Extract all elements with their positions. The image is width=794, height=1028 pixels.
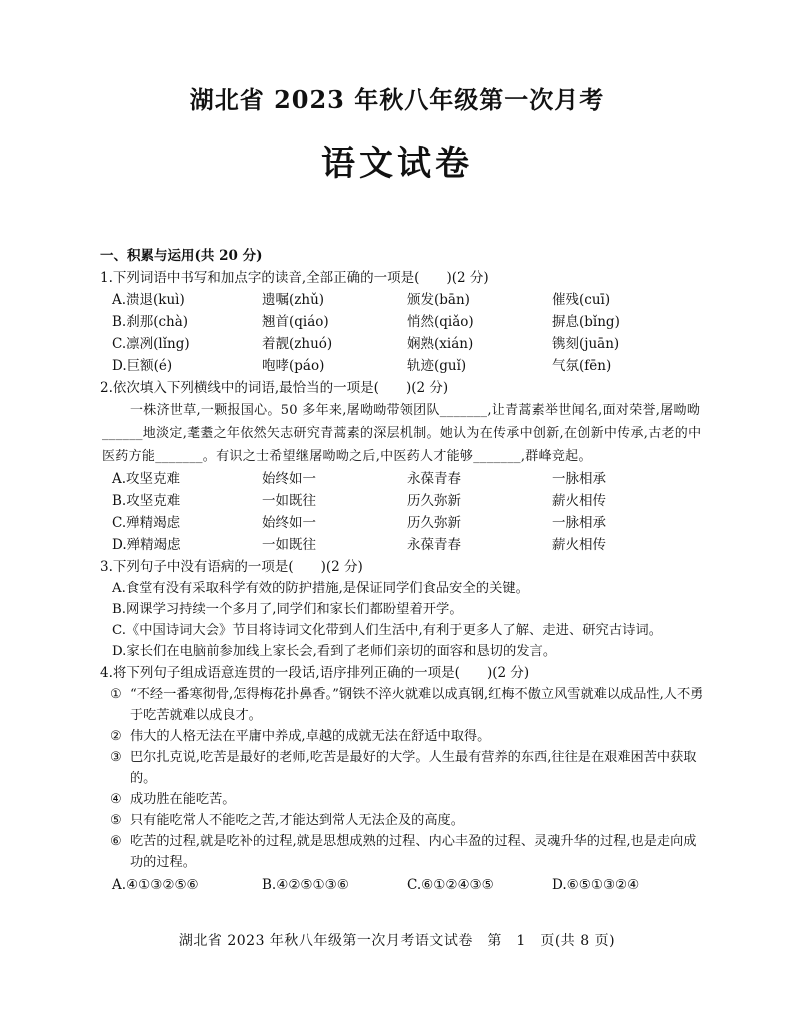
option-cell: 咆哮(páo) [262,358,325,374]
option-cell: 历久弥新 [407,515,461,531]
question-4-stem: 4.将下列句子组成语意连贯的一段话,语序排列正确的一项是( )(2 分) [100,665,530,681]
question-3-option-c: C.《中国诗词大会》节目将诗词文化带到人们生活中,有利于更多人了解、走进、研究古诗词。 [112,623,663,638]
option-cell: C.凛冽(lǐng) [112,336,190,352]
option-cell: 娴熟(xián) [407,336,474,352]
page-footer: 湖北省 2023 年秋八年级第一次月考语文试卷 第 1 页(共 8 页) [178,933,616,949]
option-cell: 永葆青春 [407,471,461,487]
sentence-text: 巴尔扎克说,吃苦是最好的老师,吃苦是最好的大学。人生最有营养的东西,往往是在艰难困苦中获取的。 [130,750,697,786]
question-1-option-a [100,289,705,311]
option-d: D.⑥⑤①③②④ [552,877,640,893]
question-4-options [100,873,705,897]
option-cell: 摒息(bǐng) [552,314,620,330]
question-3-option-d: D.家长们在电脑前参加线上家长会,看到了老师们亲切的面容和恳切的发言。 [112,644,557,659]
question-3-option-b: B.网课学习持续一个多月了,同学们和家长们都盼望着开学。 [112,602,463,617]
question-2-passage: 一株济世草,一颗报国心。50 多年来,屠呦呦带领团队_______,让青蒿素举世闻名,面对荣誉,屠呦呦______地淡定,耄耋之年依然矢志研究青蒿素的深层机制。她认为在传承中创新,在创新中传承,古老的中医药方能_______。有识之士希望继屠呦呦之后,中医药人才能够_______,群峰竞起。 [102,403,702,464]
sentence-number: ③ [110,750,122,765]
section-title: 一、积累与运用(共 20 分) [100,248,263,264]
option-cell: 始终如一 [262,515,316,531]
question-4-sentence-6 [100,831,705,873]
option-c: C.⑥①②④③⑤ [407,877,494,893]
question-4-sentence-3 [100,747,705,789]
question-3-stem: 3.下列句子中没有语病的一项是( )(2 分) [100,559,363,575]
question-4-sentence-4 [100,789,705,810]
option-cell: 气氛(fēn) [552,358,612,374]
sentence-text: “不经一番寒彻骨,怎得梅花扑鼻香。”钢铁不淬火就难以成真钢,红梅不傲立风雪就难以成品性,人不勇于吃苦就难以成良才。 [130,687,704,723]
option-cell: 薪火相传 [552,493,606,509]
option-cell: A.攻坚克难 [112,471,181,487]
sentence-text: 只有能吃常人不能吃之苦,才能达到常人无法企及的高度。 [130,813,464,828]
question-2-option-c [100,512,705,534]
question-1-option-d [100,355,705,377]
option-cell: D.殚精竭虑 [112,537,181,553]
question-4-sentence-5 [100,810,705,831]
sentence-text: 伟大的人格无法在平庸中养成,卓越的成就无法在舒适中取得。 [130,729,491,744]
option-cell: 一脉相承 [552,471,606,487]
option-cell: 镌刻(juān) [552,336,620,352]
exam-content [100,245,705,897]
option-cell: 历久弥新 [407,493,461,509]
sentence-number: ⑤ [110,813,122,828]
option-cell: 永葆青春 [407,537,461,553]
question-2-option-a [100,468,705,490]
option-cell: C.殚精竭虑 [112,515,181,531]
option-cell: D.巨额(é) [112,358,173,374]
option-a: A.④①③②⑤⑥ [112,877,199,893]
option-cell: 一脉相承 [552,515,606,531]
option-cell: 悄然(qiǎo) [407,314,474,330]
exam-title: 湖北省 2023 年秋八年级第一次月考 [189,85,605,114]
question-1-option-c [100,333,705,355]
option-cell: 翘首(qiáo) [262,314,329,330]
option-cell: 一如既往 [262,537,316,553]
question-1-option-b [100,311,705,333]
question-4-sentence-2 [100,726,705,747]
option-cell: 着靓(zhuó) [262,336,333,352]
option-cell: B.攻坚克难 [112,493,181,509]
option-cell: 催残(cuī) [552,292,611,308]
subject-title: 语文试卷 [321,144,473,184]
option-cell: B.刹那(chà) [112,314,189,330]
question-4-sentence-1 [100,684,705,726]
option-cell: 一如既往 [262,493,316,509]
sentence-text: 成功胜在能吃苦。 [130,792,236,807]
sentence-number: ⑥ [110,834,122,849]
option-cell: 始终如一 [262,471,316,487]
option-b: B.④②⑤①③⑥ [262,877,349,893]
sentence-text: 吃苦的过程,就是吃补的过程,就是思想成熟的过程、内心丰盈的过程、灵魂升华的过程,也是走向成功的过程。 [130,834,697,870]
option-cell: A.溃退(kuì) [112,292,185,308]
option-cell: 遗嘱(zhǔ) [262,292,325,308]
question-2-option-b [100,490,705,512]
question-2-stem: 2.依次填入下列横线中的词语,最恰当的一项是( )(2 分) [100,380,449,396]
question-2-option-d [100,534,705,556]
sentence-number: ② [110,729,122,744]
sentence-number: ④ [110,792,122,807]
option-cell: 颁发(bān) [407,292,470,308]
question-1-stem: 1.下列词语中书写和加点字的读音,全部正确的一项是( )(2 分) [100,270,489,286]
question-3-option-a: A.食堂有没有采取科学有效的防护措施,是保证同学们食品安全的关键。 [112,581,529,596]
sentence-number: ① [110,687,122,702]
option-cell: 轨迹(guǐ) [407,358,467,374]
option-cell: 薪火相传 [552,537,606,553]
